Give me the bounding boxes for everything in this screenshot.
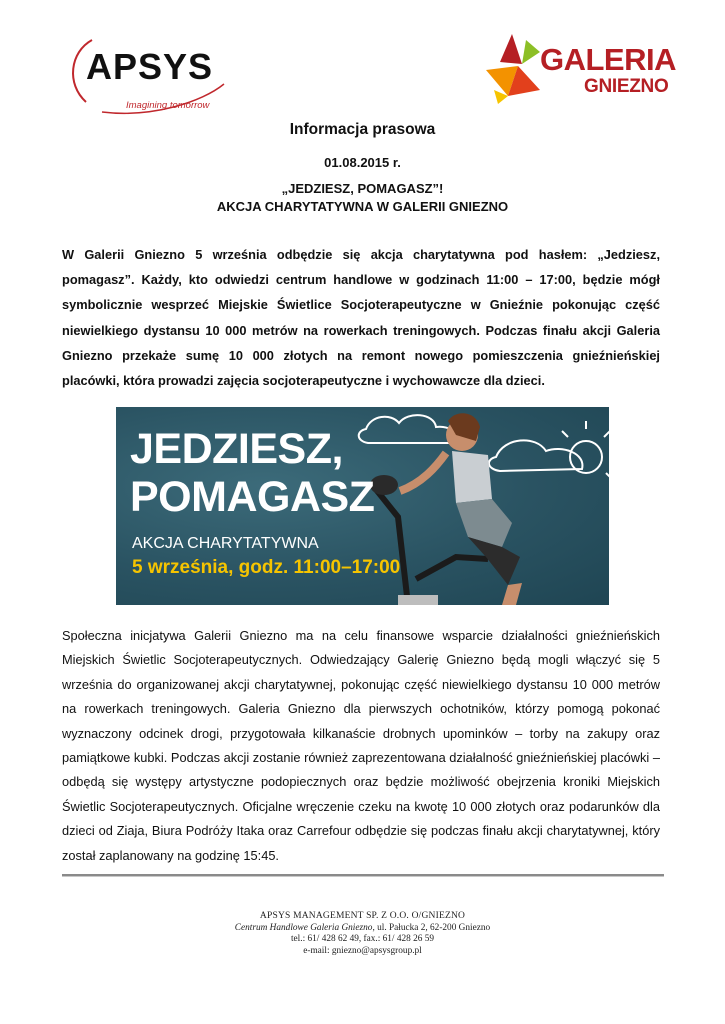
lead-paragraph: W Galerii Gniezno 5 września odbędzie się akcja charytatywna pod hasłem: „Jedziesz, pomagasz”. Każdy, kto odwiedzi centrum handlowe w godzinach 11:00 – 17:00, będzie mógł symbolicznie wesprzeć Miejskie Świetlice Socjoterapeutyczne w Gnieźnie pokonując część niewielkiego dystansu 10 000 metrów na rowerkach treningowych. Podczas finału akcji Galeria Gniezno przekaże sumę 10 000 złotych na remont nowego pomieszczenia gnieźnieńskiej placówki, która prowadzi zajęcia socjoterapeutyczne i wychowawcze dla dzieci. bbox=[62, 247, 660, 389]
apsys-logo bbox=[62, 22, 232, 111]
footer-address-rest: , ul. Pałucka 2, 62-200 Gniezno bbox=[372, 922, 491, 933]
footer-company: APSYS MANAGEMENT SP. Z O.O. O/GNIEZNO bbox=[259, 911, 466, 921]
document-type: Informacja prasowa bbox=[289, 121, 436, 138]
headline-subtitle: AKCJA CHARYTATYWNA W GALERII GNIEZNO bbox=[216, 199, 509, 214]
footer bbox=[0, 911, 725, 957]
galeria-leaf-icon bbox=[478, 30, 548, 110]
banner-date-time: 5 września, godz. 11:00–17:00 bbox=[132, 557, 401, 578]
campaign-banner bbox=[116, 407, 609, 605]
banner-subtitle: AKCJA CHARYTATYWNA bbox=[132, 535, 319, 552]
apsys-wordmark: APSYS bbox=[86, 46, 214, 87]
body-paragraph: Społeczna inicjatywa Galerii Gniezno ma na celu finansowe wsparcie działalności gnieźnieńskich Miejskich Świetlic Socjoterapeutycznych. Odwiedzający Galerię Gniezno będą mogli włączyć się 5 września do organizowanej akcji charytatywnej, pokonując część niewielkiego dystansu 10 000 metrów na rowerkach treningowych. Galeria Gniezno dla pierwszych ochotników, którzy pomogą pokonać wyznaczony odcinek drogi, przygotowała kilkanaście drobnych upominków – torby na zakupy oraz pamiątkowe kubki. Podczas akcji zostanie również zaprezentowana działalność gnieźnieńskiej placówki – odbędą się występy artystyczne podopiecznych oraz będzie możliwość obejrzenia kroniki Miejskich Świetlic Socjoterapeutycznych. Oficjalne wręczenie czeku na kwotę 10 000 złotych oraz podarunków dla dzieci od Ziaja, Biura Podróży Itaka oraz Carrefour odbędzie się podczas finału akcji charytatywnej, który został zaplanowany na godzinę 15:45. bbox=[62, 628, 660, 863]
apsys-tagline: Imagining tomorrow bbox=[126, 100, 210, 111]
footer-phone: tel.: 61/ 428 62 49, fax.: 61/ 428 26 59 bbox=[290, 934, 435, 945]
banner-headline-line1: JEDZIESZ, bbox=[130, 425, 343, 473]
document-date: 01.08.2015 r. bbox=[324, 155, 401, 170]
banner-headline-line2: POMAGASZ bbox=[130, 473, 375, 521]
footer-address bbox=[0, 923, 725, 935]
footer-address-italic: Centrum Handlowe Galeria Gniezno bbox=[234, 922, 373, 933]
gniezno-wordmark: GNIEZNO bbox=[584, 76, 669, 97]
galeria-gniezno-logo bbox=[478, 30, 676, 110]
footer-email[interactable]: e-mail: gniezno@apsysgroup.pl bbox=[303, 945, 422, 956]
footer-divider bbox=[62, 874, 664, 877]
headline-slogan: „JEDZIESZ, POMAGASZ”! bbox=[281, 181, 444, 196]
galeria-wordmark: GALERIA bbox=[540, 42, 676, 77]
